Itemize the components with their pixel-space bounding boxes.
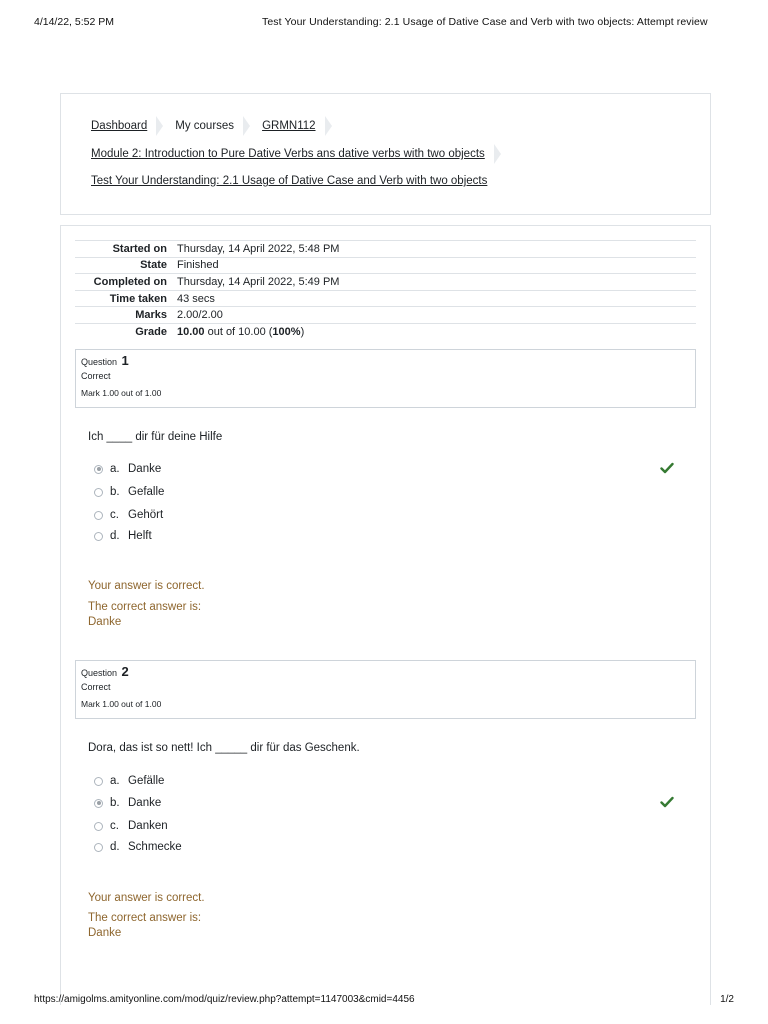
grade-out-of: out of 10.00 (: [207, 326, 273, 339]
question-number: [81, 353, 129, 368]
question-grade: Mark 1.00 out of 1.00: [81, 699, 162, 709]
time-taken-label: Time taken: [109, 292, 167, 305]
attempt-summary-table: [75, 240, 696, 340]
answer-letter: d.: [110, 530, 120, 542]
summary-row-marks: [75, 307, 696, 324]
breadcrumb-link-dashboard[interactable]: Dashboard: [91, 120, 148, 132]
breadcrumb-item-dashboard[interactable]: [91, 120, 147, 132]
right-answer: [88, 600, 201, 630]
answer-letter: a.: [110, 463, 120, 475]
question-number-value: 1: [121, 353, 129, 368]
answer-text: Helft: [128, 530, 152, 542]
print-page-number: 1/2: [720, 994, 734, 1005]
specific-feedback: Your answer is correct.: [88, 580, 205, 592]
answer-option[interactable]: [94, 527, 684, 545]
right-answer-value: Danke: [88, 927, 122, 939]
question-text: Ich ____ dir für deine Hilfe: [88, 431, 223, 443]
answer-option[interactable]: [94, 772, 684, 790]
right-answer-label: The correct answer is:: [88, 601, 202, 613]
question-label: Question: [81, 668, 118, 678]
answer-option[interactable]: [94, 506, 684, 524]
grade-label: Grade: [135, 326, 167, 339]
grade-value: 10.00: [177, 326, 205, 339]
breadcrumb-separator-icon: [325, 116, 332, 136]
correct-check-icon: [660, 795, 674, 809]
summary-row-completed: [75, 274, 696, 291]
correct-check-icon: [660, 461, 674, 475]
answer-option[interactable]: [94, 460, 684, 478]
answer-text: Gefälle: [128, 775, 165, 787]
completed-on-value: Thursday, 14 April 2022, 5:49 PM: [177, 275, 340, 288]
summary-row-started: [75, 241, 696, 258]
question-state: Correct: [81, 371, 111, 381]
question-label: Question: [81, 357, 118, 367]
summary-row-time: [75, 290, 696, 307]
breadcrumb-link-course[interactable]: GRMN112: [262, 120, 316, 132]
answer-radio[interactable]: [94, 822, 103, 831]
answer-text: Danke: [128, 463, 162, 475]
print-url: https://amigolms.amityonline.com/mod/quiz/review.php?attempt=1147003&cmid=4456: [34, 994, 415, 1005]
answer-letter: c.: [110, 509, 119, 521]
question-info: [75, 349, 696, 408]
print-title: Test Your Understanding: 2.1 Usage of Dative Case and Verb with two objects: Attempt review: [262, 16, 708, 28]
answer-letter: b.: [110, 797, 120, 809]
answer-text: Gehört: [128, 509, 164, 521]
grade-percent: 100%: [272, 326, 301, 339]
answer-text: Danke: [128, 797, 162, 809]
answer-option[interactable]: [94, 483, 684, 501]
print-datetime: 4/14/22, 5:52 PM: [34, 16, 114, 28]
breadcrumb-label-my-courses: My courses: [175, 120, 235, 132]
right-answer-value: Danke: [88, 616, 122, 628]
started-on-label: Started on: [112, 242, 167, 255]
breadcrumb-separator-icon: [243, 116, 250, 136]
answer-letter: b.: [110, 486, 120, 498]
answer-radio[interactable]: [94, 488, 103, 497]
breadcrumb: [60, 93, 711, 215]
breadcrumb-item-module[interactable]: [91, 148, 485, 160]
answer-radio[interactable]: [94, 465, 103, 474]
question-grade: Mark 1.00 out of 1.00: [81, 388, 162, 398]
right-answer-label: The correct answer is:: [88, 912, 202, 924]
breadcrumb-item-my-courses: [175, 120, 234, 132]
answer-radio[interactable]: [94, 843, 103, 852]
question-state: Correct: [81, 682, 111, 692]
started-on-value: Thursday, 14 April 2022, 5:48 PM: [177, 242, 340, 255]
answer-text: Schmecke: [128, 841, 182, 853]
breadcrumb-separator-icon: [156, 116, 163, 136]
breadcrumb-separator-icon: [494, 144, 501, 164]
answer-option[interactable]: [94, 817, 684, 835]
time-taken-value: 43 secs: [177, 292, 215, 305]
grade-value-cell: [177, 323, 696, 340]
summary-row-state: [75, 257, 696, 274]
marks-label: Marks: [135, 309, 167, 322]
marks-value: 2.00/2.00: [177, 309, 223, 322]
question-info: [75, 660, 696, 719]
answer-letter: c.: [110, 820, 119, 832]
completed-on-label: Completed on: [93, 275, 167, 288]
right-answer: [88, 911, 201, 941]
answer-option[interactable]: [94, 794, 684, 812]
breadcrumb-link-module[interactable]: Module 2: Introduction to Pure Dative Verbs ans dative verbs with two objects: [91, 148, 485, 160]
state-label: State: [140, 259, 167, 272]
question-number-value: 2: [121, 664, 129, 679]
print-header: [34, 16, 734, 30]
answer-radio[interactable]: [94, 777, 103, 786]
grade-close: ): [300, 326, 305, 339]
breadcrumb-link-quiz[interactable]: Test Your Understanding: 2.1 Usage of Dative Case and Verb with two objects: [91, 175, 488, 187]
question-number: [81, 664, 129, 679]
answer-text: Gefalle: [128, 486, 165, 498]
answer-option[interactable]: [94, 838, 684, 856]
answer-radio[interactable]: [94, 532, 103, 541]
answer-letter: a.: [110, 775, 120, 787]
breadcrumb-item-course[interactable]: [262, 120, 315, 132]
answer-radio[interactable]: [94, 511, 103, 520]
question-text: Dora, das ist so nett! Ich _____ dir für das Geschenk.: [88, 742, 360, 754]
answer-text: Danken: [128, 820, 168, 832]
answer-letter: d.: [110, 841, 120, 853]
state-value: Finished: [177, 259, 219, 272]
specific-feedback: Your answer is correct.: [88, 892, 205, 904]
breadcrumb-item-quiz[interactable]: [91, 175, 487, 187]
summary-row-grade: [75, 323, 696, 340]
answer-radio[interactable]: [94, 799, 103, 808]
